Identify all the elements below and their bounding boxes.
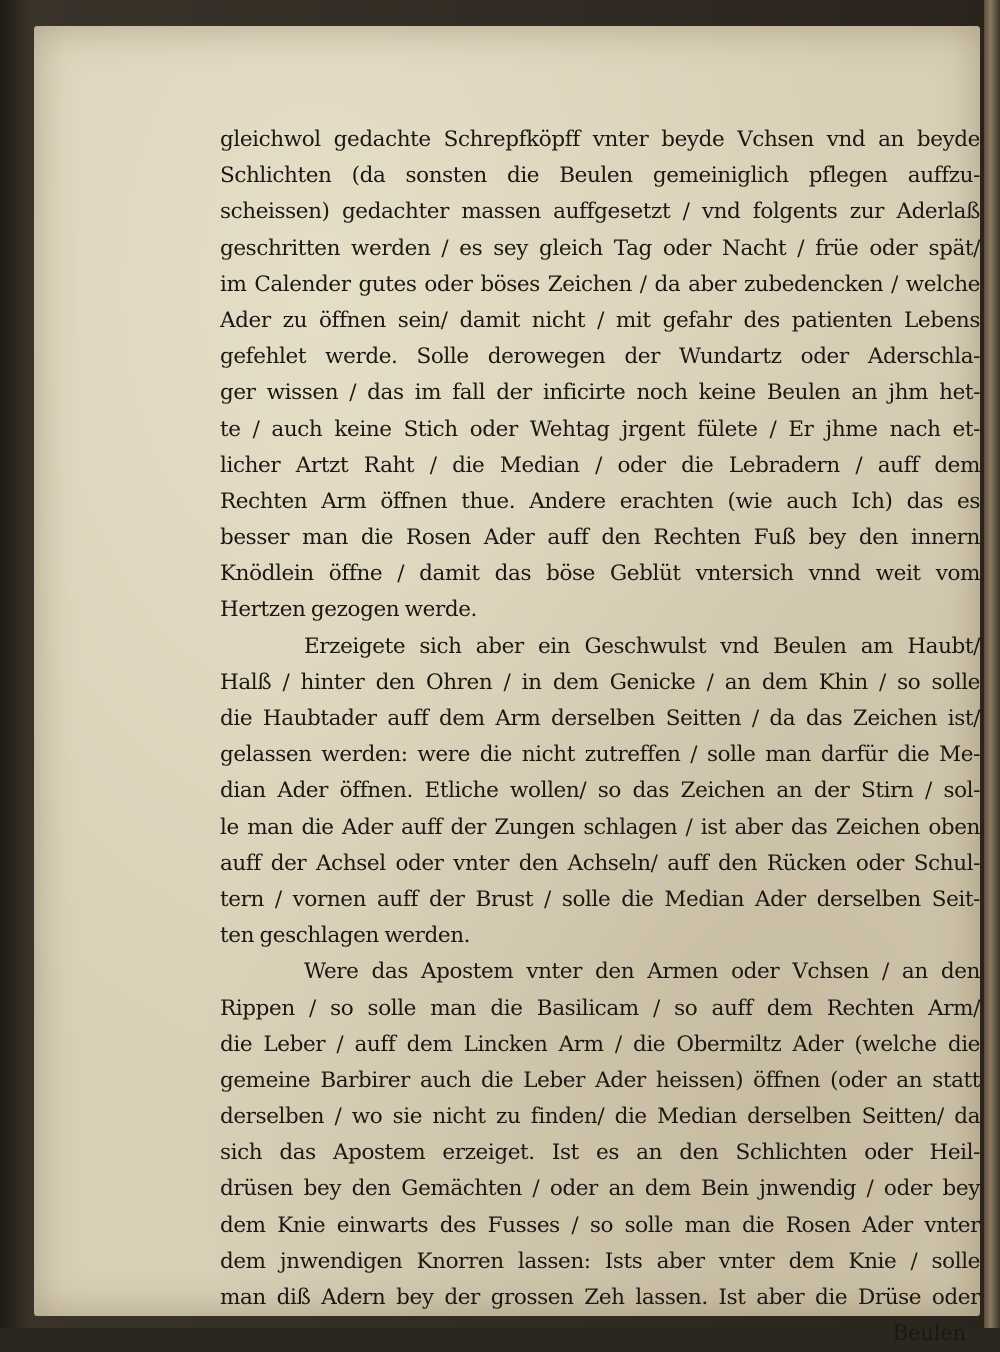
text-line: Rechten Arm öffnen thue. Andere erachten (wie auch Ich) das es xyxy=(220,488,980,514)
text-line: die Leber / auff dem Lincken Arm / die Obermiltz Ader (welche die xyxy=(220,1031,980,1057)
text-line: drüsen bey den Gemächten / oder an dem Bein jnwendig / oder bey xyxy=(220,1176,980,1202)
text-line: gleichwol gedachte Schrepfköpff vnter beyde Vchsen vnd an beyde xyxy=(220,127,980,152)
text-line: im Calender gutes oder böses Zeichen / da aber zubedencken / welche xyxy=(220,271,980,297)
text-line: gemeine Barbirer auch die Leber Ader heissen) öffnen (oder an statt xyxy=(220,1067,980,1093)
text-line: dem jnwendigen Knorren lassen: Ists aber vnter dem Knie / solle xyxy=(220,1248,980,1274)
text-line: le man die Ader auff der Zungen schlagen / ist aber das Zeichen oben xyxy=(220,814,980,840)
text-line: Were das Apostem vnter den Armen oder Vchsen / an den xyxy=(304,959,980,985)
text-line: geschritten werden / es sey gleich Tag oder Nacht / früe oder spät/ xyxy=(220,235,980,261)
text-line: ten geschlagen werden. xyxy=(220,923,471,949)
text-line: te / auch keine Stich oder Wehtag jrgent fülete / Er jhme nach et- xyxy=(220,416,980,442)
book-page xyxy=(34,26,980,1347)
text-line: Ader zu öffnen sein/ damit nicht / mit gefahr des patienten Lebens xyxy=(220,307,980,333)
text-line: Knödlein öffne / damit das böse Geblüt vntersich vnnd weit vom xyxy=(220,561,980,587)
book-edge xyxy=(984,0,1000,1328)
text-line: Schlichten (da sonsten die Beulen gemeiniglich pflegen auffzu- xyxy=(220,163,980,189)
text-line: besser man die Rosen Ader auff den Rechten Fuß bey den innern xyxy=(220,525,980,551)
text-line: dem Knie einwarts des Fusses / so solle man die Rosen Ader vnter xyxy=(220,1212,980,1238)
text-line: Hertzen gezogen werde. xyxy=(220,597,477,623)
text-line: ger wissen / das im fall der inficirte noch keine Beulen an jhm het- xyxy=(220,380,980,406)
text-line: Halß / hinter den Ohren / in dem Genicke / an dem Khin / so solle xyxy=(220,669,980,695)
text-line: derselben / wo sie nicht zu finden/ die Median derselben Seitten/ da xyxy=(220,1104,980,1130)
text-line: die Haubtader auff dem Arm derselben Seitten / da das Zeichen ist/ xyxy=(220,706,980,731)
text-line: Erzeigete sich aber ein Geschwulst vnd Beulen am Haubt/ xyxy=(304,633,980,659)
catchword: Beulen xyxy=(892,1321,966,1347)
text-line: tern / vornen auff der Brust / solle die Median Ader derselben Seit- xyxy=(220,886,980,912)
text-line: sich das Apostem erzeiget. Ist es an den Schlichten oder Heil- xyxy=(220,1140,980,1166)
text-line: scheissen) gedachter massen auffgesetzt / vnd folgents zur Aderlaß xyxy=(220,199,980,225)
text-line: gefehlet werde. Solle derowegen der Wundartz oder Aderschla- xyxy=(220,344,980,370)
text-line: auff der Achsel oder vnter den Achseln/ auff den Rücken oder Schul- xyxy=(220,850,980,876)
text-line: man diß Adern bey der grossen Zeh lassen. Ist aber die Drüse oder xyxy=(220,1285,980,1310)
text-line: Rippen / so solle man die Basilicam / so auff dem Rechten Arm/ xyxy=(220,995,980,1021)
body-text xyxy=(220,122,980,1352)
text-line: gelassen werden: were die nicht zutreffen / solle man darfür die Me- xyxy=(220,742,980,768)
text-line: dian Ader öffnen. Etliche wollen/ so das Zeichen an der Stirn / sol- xyxy=(220,778,980,804)
text-line: licher Artzt Raht / die Median / oder die Lebradern / auff dem xyxy=(220,452,980,478)
